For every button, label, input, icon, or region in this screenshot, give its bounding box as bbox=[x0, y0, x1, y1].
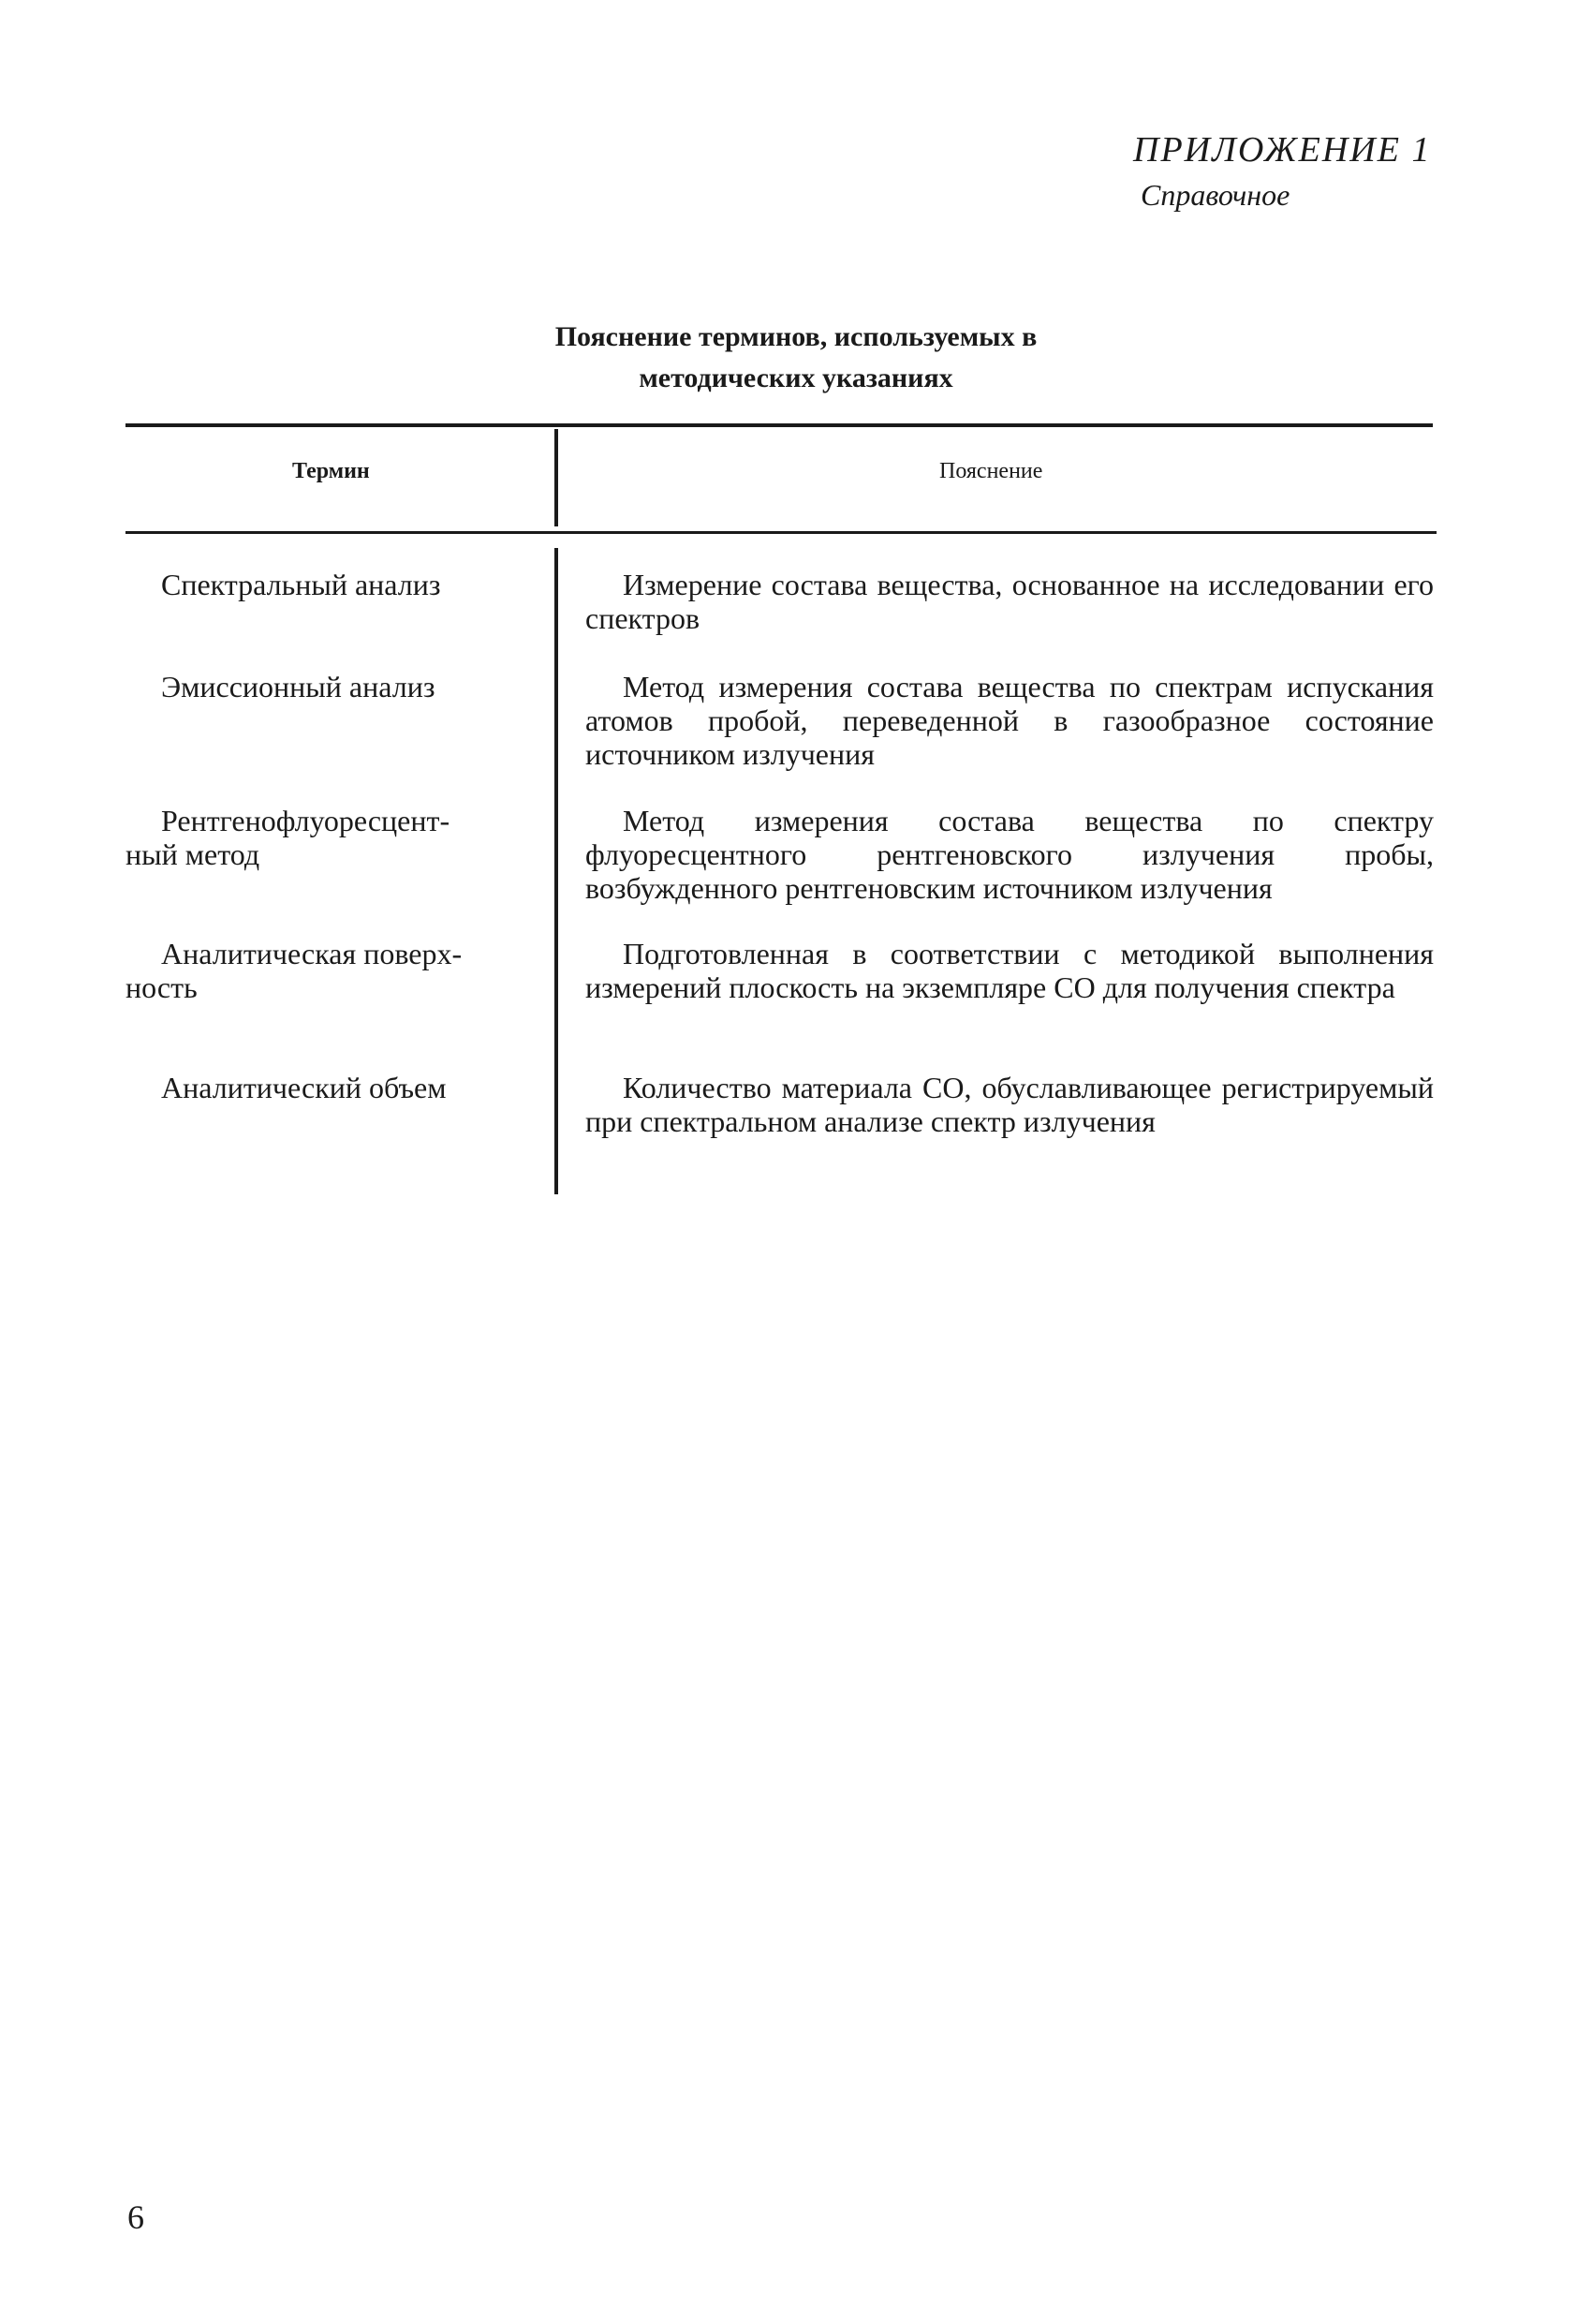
term-text: Аналитическая поверх- bbox=[161, 937, 463, 970]
header-column-separator bbox=[554, 429, 558, 526]
header-term: Термин bbox=[292, 459, 370, 483]
page-number: 6 bbox=[127, 2198, 144, 2236]
term-text: Аналитический объем bbox=[161, 1071, 447, 1104]
appendix-subtitle: Справочное bbox=[1141, 178, 1290, 212]
term-cell bbox=[125, 670, 528, 703]
explanation-cell: Подготовленная в соответствии с методикой выполнения измерений плоскость на экземпляре СО для получения спектра bbox=[585, 937, 1434, 1004]
term-cell bbox=[125, 568, 528, 601]
table-top-rule bbox=[125, 423, 1433, 427]
term-cell bbox=[125, 937, 528, 1004]
term-cell bbox=[125, 804, 528, 871]
term-text-continuation: ность bbox=[125, 970, 198, 1004]
explanation-cell: Измерение состава вещества, основанное на исследовании его спектров bbox=[585, 568, 1434, 635]
term-text: Рентгенофлуоресцент- bbox=[161, 804, 450, 837]
document-title-line: методических указаниях bbox=[639, 363, 953, 393]
explanation-cell: Метод измерения состава вещества по спектрам испускания атомов пробой, переведенной в газообразное состояние источником излучения bbox=[585, 670, 1434, 771]
term-text: Эмиссионный анализ bbox=[161, 670, 435, 703]
document-title-line: Пояснение терминов, используемых в bbox=[554, 321, 1038, 352]
document-title bbox=[403, 317, 1189, 399]
explanation-cell: Количество материала СО, обуславливающее регистрируемый при спектральном анализе спектр излучения bbox=[585, 1071, 1434, 1138]
appendix-title: ПРИЛОЖЕНИЕ 1 bbox=[1133, 130, 1432, 170]
table-header-rule bbox=[125, 531, 1437, 534]
term-text-continuation: ный метод bbox=[125, 837, 260, 871]
body-column-separator bbox=[554, 548, 558, 1194]
term-cell bbox=[125, 1071, 528, 1104]
term-text: Спектральный анализ bbox=[161, 568, 441, 601]
header-explanation: Пояснение bbox=[939, 459, 1043, 483]
explanation-cell: Метод измерения состава вещества по спектру флуоресцентного рентгеновского излучения пробы, возбужденного рентгеновским источником излучения bbox=[585, 804, 1434, 905]
